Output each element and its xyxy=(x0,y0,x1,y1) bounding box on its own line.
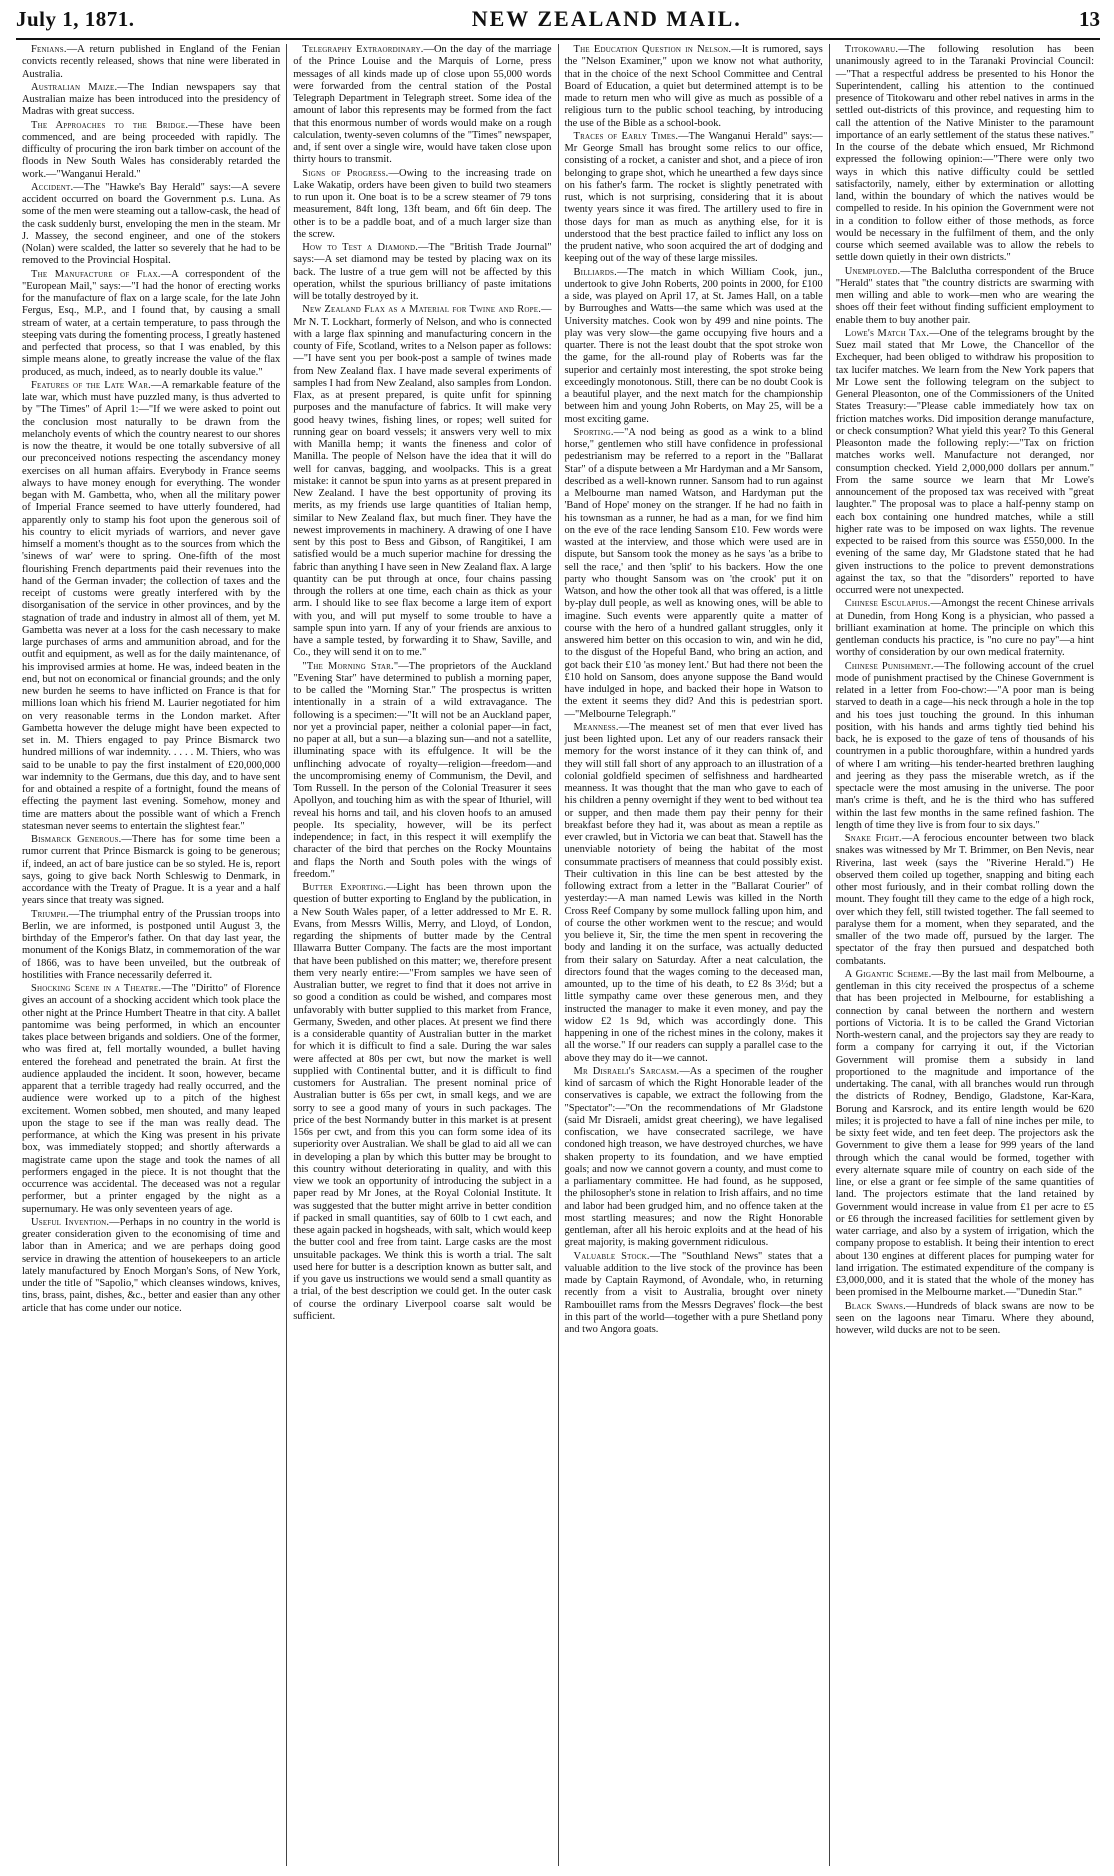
news-item-body: —By the last mail from Melbourne, a gentleman in this city received the prospectus of a scheme that has been projected in Melbourne, for establishing a connection by canal between the northern and western portions of Victoria. It is to be called the Grand Victorian North-western canal, and the projectors say they are ready to form a company for carrying it out, if the Victorian Government will promise them a subsidy in land proportioned to the magnitude and importance of the undertaking. The canal, with all branches would run through the districts of Rodney, Bendigo, Gladstone, Kar-Kara, Borung and Karsrock, and its entire length would be 620 miles; it is projected to have a fall of nine inches per mile, to be sixty feet wide, and ten feet deep. The projectors ask the Government to give them a lease for 999 years of the land through which the canal would be formed, together with every alternate square mile of country on each side of the line, or else a grant or fee simple of the same quantities of land. The projectors estimate that the land retained by Government would increase in value from £1 per acre to £5 or £6 through the increased facilities for settlement given by water carriage, and also by a system of irrigation, which the company propose to establish. It being their intention to erect about 130 engines at different places for pumping water for land irrigation. The estimated expenditure of the company is £3,000,000, and it is stated that the whole of the money has been promised in the Melbourne market.—"Dunedin Star." xyxy=(835,968,1094,1299)
news-item xyxy=(836,266,1094,327)
news-item-heading: Fenians. xyxy=(31,44,67,55)
news-item-heading: Unemployed. xyxy=(844,265,901,277)
news-item-heading: Snake Fight. xyxy=(844,833,902,844)
news-item-body: —A return published in England of the Fenian convicts recently released, shows that nine were liberated in Australia. xyxy=(22,44,281,80)
news-item-heading: Valuable Stock. xyxy=(573,1250,650,1262)
news-item-body: —The Balclutha correspondent of the Bruce "Herald" states that "the country districts are swarming with men willing and able to work—men who are wearing the shoes off their feet without finding sufficient employment to enable them to buy another pair. xyxy=(835,265,1094,326)
news-item-heading: Butter Exporting. xyxy=(302,882,387,893)
news-item xyxy=(22,909,280,983)
news-item-body: —Hundreds of black swans are now to be seen on the lagoons near Timaru. Where they abound, however, wild ducks are not to be seen. xyxy=(835,1300,1094,1336)
news-item-body: —The triumphal entry of the Prussian troops into Berlin, we are informed, is postponed until August 3, the birthday of the Emperor's father. On that day last year, the monument of the Konigs Blatz, in commemoration of the war of 1866, was to have been unveiled, but the outbreak of hostilities with France necessarily deferred it. xyxy=(22,908,281,981)
news-item xyxy=(293,168,551,242)
news-item xyxy=(22,44,280,81)
news-item-body: —A correspondent of the "European Mail," says:—"I had the honor of erecting works for the manufacture of flax on a large scale, for the late John Fergus, Esq., M.P., and I found that, by causing a small stream of water, at a certain temperature, to pass through the steeping vats during the fomenting process, I greatly hastened and perfected that process, so that I was enabled, by this simple means alone, to greatly increase the value of the flax produced, as much, indeed, as to nearly double its value." xyxy=(22,268,281,378)
news-item-heading: Mr Disraeli's Sarcasm. xyxy=(573,1065,680,1077)
news-item xyxy=(565,131,823,266)
news-item-body: —The "Hawke's Bay Herald" says:—A severe accident occurred on board the Government p.s. Luna. As some of the men were steaming out a tallow-cask, the head of the cask suddenly burst, enveloping the men in the steam. Mr J. Massey, the second engineer, and one of the stokers (Nolan) were scalded, the latter so severely that he had to be removed to the Provincial Hospital. xyxy=(22,181,281,267)
news-item-heading: Black Swans. xyxy=(844,1300,906,1312)
news-item xyxy=(836,1301,1094,1338)
news-item-heading: "The Morning Star." xyxy=(302,660,399,672)
issue-date: July 1, 1871. xyxy=(16,7,135,31)
news-item xyxy=(293,44,551,167)
news-item-heading: A Gigantic Scheme. xyxy=(844,968,932,980)
news-item xyxy=(836,44,1094,265)
column-2 xyxy=(287,44,558,1866)
newspaper-title: NEW ZEALAND MAIL. xyxy=(471,6,742,31)
news-item-body: —Perhaps in no country in the world is greater consideration given to the economising of time and labor than in America; and we are perhaps doing good service in drawing the attention of housekeepers to an article lately manufactured by Enoch Morgan's Sons, of New York, under the title of "Sapolio," which cleanses windows, knives, tins, brass, paint, dishes, &c., better and easier than any other article that has come under our notice. xyxy=(22,1216,281,1314)
news-item-heading: Triumph. xyxy=(31,908,69,920)
news-item xyxy=(293,882,551,1323)
news-item-heading: Bismarck Generous. xyxy=(31,834,122,845)
news-item-heading: Traces of Early Times. xyxy=(573,130,679,142)
news-item-heading: Billiards. xyxy=(573,266,617,278)
news-item-heading: The Approaches to the Bridge. xyxy=(31,119,189,131)
news-item xyxy=(293,304,551,659)
news-item-heading: The Education Question in Nelson. xyxy=(573,44,732,55)
news-item-heading: Accident. xyxy=(31,181,74,193)
news-item-body: —The proprietors of the Auckland "Evening Star" have determined to publish a morning paper, to be called the "Morning Star." The prospectus is written intentionally in a strain of a wild extravagance. The following is a specimen:—"It will not be an Auckland paper, nor yet a provincial paper, neither a colonial paper—in fact, no paper at all, but a sun—a blazing sun—and not a satellite, illuminating space with its effulgence. It will be the unflinching advocate of royalty—religion—freedom—and the uncompromising enemy of Communism, the Devil, and Tom Russell. In the person of the Colonial Treasurer it sees Apollyon, and touching him as with the spear of Ithuriel, will reveal his horns and tail, and his cloven hoofs to an amused people. Its speciality, however, will be its perfect independence; in fact, in this respect it will exemplify the character of the bird that perches on the Rocky Mountains and flaps the North and South poles with the wings of freedom." xyxy=(293,660,552,880)
column-3 xyxy=(559,44,830,1866)
column-1 xyxy=(16,44,287,1866)
masthead-rule xyxy=(16,38,1100,40)
news-item-body: —Amongst the recent Chinese arrivals at Dunedin, from Hong Kong is a physician, who passed a brilliant examination at home. The principle on which this gentleman conducts his practice, is "no cure no pay"—a hint worthy of consideration by our own medical fraternity. xyxy=(835,598,1094,659)
news-item xyxy=(22,120,280,181)
news-item-heading: Shocking Scene in a Theatre. xyxy=(31,983,162,994)
news-item xyxy=(836,328,1094,598)
news-item xyxy=(836,598,1094,659)
news-item-body: —The Wanganui Herald" says:—Mr George Small has brought some relics to our office, consisting of a rocket, a canister and shot, and a piece of iron belonging to grape shot, which he unearthed a few days since on his father's farm. The rocket is slightly penetrated with rust, which is not surprising, considering that it is about twenty years since it was fired. The artillery used to fire in those days for man as much as anything else, for it is understood that the best practice failed to inflict any loss on the prudent native, who soon acquired the art of dodging and keeping out of the way of these large missiles. xyxy=(564,130,823,265)
news-item-body: —The "British Trade Journal" says:—A set diamond may be tested by placing wax on its back. The lustre of a true gem will not be affected by this operation, whilst the spurious brilliancy of paste imitations will be totally destroyed by it. xyxy=(293,242,552,302)
news-item xyxy=(836,661,1094,833)
news-item-body: —Mr N. T. Lockhart, formerly of Nelson, and who is connected with a large flax spinning and manufacturing concern in the county of Fife, Scotland, writes to a Nelson paper as follows:—"I have sent you per book-post a sample of twines made from New Zealand flax. I have made several experiments of samples I had from New Zealand, also samples from London. Flax, as at present prepared, is quite unfit for spinning purposes and the manufacture of fabrics. It will make very good heavy twines, fishing lines, or ropes; well suited for running gear on board vessels; it answers very well to mix with Manilla hemp; it wants the fineness and color of Manilla. The people of Nelson have the idea that it will do well for canvas, bagging, and woolpacks. This is a great mistake: it cannot be spun into yarns as at present prepared in New Zealand. I have the best opportunity of proving its merits, as my friends use large quantities of Italian hemp, similar to New Zealand flax, but much finer. They have the newest improvements in machinery. A drawing of one I have sent by this post to Bess and Gibson, of Rangitikei, I am satisfied would be a much superior machine for dressing the fabric than anything I have seen in New Zealand flax. A large quantity can be put through at once, four chains passing through the rollers at one time, each chain as thick as your arm. I should like to see flax become a large item of export with you, and will put myself to some trouble to have a sample spun into yarn. If any of your friends are anxious to have a sample tested, by forwarding it to Shaw, Saville, and Co., they will send it on to me." xyxy=(293,304,552,659)
news-item-heading: Features of the Late War. xyxy=(31,379,151,391)
news-item-heading: Sporting. xyxy=(573,426,614,438)
column-4 xyxy=(830,44,1100,1866)
news-item xyxy=(836,969,1094,1300)
news-item xyxy=(565,722,823,1065)
news-item xyxy=(565,267,823,426)
news-item-body: —The "Diritto" of Florence gives an account of a shocking accident which took place the other night at the Prince Humbert Theatre in that city. A ballet pantomime was being performed, in which an encounter takes place between brigands and soldiers. One of the former, who was fired at, fell mortally wounded, a bullet having entered the forehead and penetrated the brain. At first the audience applauded the incident. It soon, however, became apparent that a terrible tragedy had really occurred, and the audience were worked up to a pitch of the highest excitement. Women sobbed, men shouted, and many leaped upon the stage to see if the man was really dead. The performance, at which the King was present in his private box, was immediately stopped; and shortly afterwards a magistrate came upon the stage and took the names of all performers engaged in the piece. It is not thought that the occurrence was accidental. The deceased was not a regular performer, but a printer engaged by the night as a supernumary. He was only seventeen years of age. xyxy=(22,983,281,1215)
news-item xyxy=(836,833,1094,968)
news-item-heading: How to Test a Diamond. xyxy=(302,242,419,253)
news-item-body: —A ferocious encounter between two black snakes was witnessed by Mr T. Brimmer, on Ben Nevis, near Riverina, last week (says the "Riverine Herald.") He observed them coiled up together, snapping and biting each other most furiously, and in their combat rolling down the mount. They fought till they came to the edge of a high rock, over which they fell, still twisted together. The fall seemed to paralyse them for a moment, when they separated, and the smaller of the two made off, pursued by the larger. The spectator of the fray then pursued and despatched both combatants. xyxy=(835,833,1094,967)
news-item-body: —On the day of the marriage of the Prince Louise and the Marquis of Lorne, press messages of all kinds made up of close upon 55,000 words were forwarded from the central station of the Postal Telegraph Department in Telegraph street. Some idea of the amount of labor this represents may be formed from the fact that this enormous number of words would make on a rough calculation, twenty-seven columns of the "Times" newspaper, and, if sent over a single wire, would have taken close upon thirty hours to transmit. xyxy=(293,44,552,166)
news-item-heading: Useful Invention. xyxy=(31,1216,110,1228)
news-item-heading: Titokowaru. xyxy=(844,44,899,55)
news-item xyxy=(22,983,280,1216)
news-item-body: —The meanest set of men that ever lived has just been lighted upon. Let any of our readers ransack their memory for the worst instance of it they can think of, and they will still fall short of any approach to an illustration of a colonial goldfield specimen of selfishness and hardhearted meanness. It was thought that the man who gave to each of his children a penny overnight if they went to bed without tea or supper, and then made them pay their penny for their breakfast before they had it, was about as mean a reptile as ever crawled, but in Victoria we can beat that. Stawell has the unenviable notoriety of being the habitat of the most consummate practisers of meanness that could possibly exist. Their cultivation in this line can be best attested by the following extract from a letter in the "Ballarat Courier" of yesterday:—A man named Lewis was killed in the North Cross Reef Company by some mullock falling upon him, and of course the other workmen went to the rescue; and would you believe it, Sir, the time the men spent in recovering the body and landing it on the surface, was actually deducted from their salary on Saturday. After a neat calculation, the directors found that the wages coming to the deceased man, amounted, up to the time of his death, to £2 8s 3½d; but a little sympathy came over these generous men, and they instructed the manager to make it even money, and pay the widow £2 1s 9d, which was accordingly done. This happening in one of the richest mines in the colony, makes it all the worse." If our readers can supply a parallel case to the above they may do it—we cannot. xyxy=(564,721,823,1064)
news-item-heading: Signs of Progress. xyxy=(302,167,389,179)
news-item-heading: The Manufacture of Flax. xyxy=(31,268,161,280)
news-item xyxy=(22,834,280,908)
news-item-body: —The "Southland News" states that a valuable addition to the live stock of the province has been made by Captain Raymond, of Avondale, who, in returning recently from a visit to Australia, brought over ninety Rambouillet rams from the Messrs Degraves' flock—the best in this part of the world—together with a pure Shetland pony and two Angora goats. xyxy=(564,1250,823,1335)
news-item-heading: Meanness. xyxy=(573,721,619,733)
news-item-body: —Light has been thrown upon the question of butter exporting to England by the publication, in a New South Wales paper, of a letter addressed to Mr E. R. Evans, from Messrs Willis, Merry, and Lloyd, of London, regarding the shipments of butter made by the Central Illawarra Butter Company. The facts are the most important that have been published on this matter; we, therefore present them very nearly entire:—"From samples we have seen of Australian butter, we regret to find that it does not arrive in so good a condition as could be wished, and compares most unfavorably with butter supplied to this market from France, Germany, Sweden, and other places. At present we find there is a considerable quantity of Australian butter in the market for which it is difficult to find a sale. During the war sales were affected at 80s per cwt, but now the market is well supplied with Continental butter, and it is difficult to find customers for Australian. The present nominal price of Australian butter is 65s per cwt, in small kegs, and we are sorry to see a good many of yours in such packages. The price of the best Normandy butter in this market is at present 156s per cwt, and from this you can form some idea of its superiority over Australian. We shall be glad to aid all we can in developing a plan by which this butter may be brought to this country without deteriorating in quality, and with this view we took an opportunity of introducing the subject in a paper read by Mr Jones, at the Royal Colonial Institute. It was suggested that the butter might arrive in better condition if packed in small quantities, say of 60lb to 1 cwt each, and these again packed in hogsheads, with salt, which would keep the butter cool and free from taint. Large casks are the most unsuitable packages. We think this is worth a trial. The salt used here for butter is a description known as butter salt, and if you gave us instructions we would send a small quantity as a trial, of the best description we could get. In the outer cask of course the ordinary Liverpool coarse salt would be sufficient. xyxy=(293,882,552,1322)
news-item-heading: Chinese Esculapius. xyxy=(844,598,931,610)
news-item xyxy=(565,1066,823,1250)
news-item xyxy=(22,269,280,379)
page-number: 13 xyxy=(1078,7,1100,31)
news-item-body: —The match in which William Cook, jun., undertook to give John Roberts, 200 points in 2000, for £100 a side, was played on April 17, at St. James Hall, on a table by Burroughes and Watts—the same which was used at the University matches. Cook won by 499 and nine points. The play was very slow—the game occupying five hours and a quarter. There is not the least doubt that the spot stroke won the game, for the all-round play of Roberts was far the superior and certainly most interesting, the spot stroke being exceedingly monotonous. Still, there can be no doubt Cook is a beautiful player, and the next match for the championship between him and young John Roberts, on May 25, will be a most exciting game. xyxy=(564,266,823,425)
news-item xyxy=(565,44,823,130)
news-item-heading: Lowe's Match Tax. xyxy=(844,327,930,339)
news-item xyxy=(22,380,280,833)
news-item-body: —There has for some time been a rumor current that Prince Bismarck is going to be generous; if, indeed, an act of bare justice can be so styled. He is, report says, going to give back North Schleswig to Denmark, in accordance with the Treaty of Prague. It is a year and a half years since that treaty was signed. xyxy=(22,834,281,907)
masthead xyxy=(16,6,1100,36)
article-columns xyxy=(16,44,1100,1866)
news-item-body: —It is rumored, says the "Nelson Examiner," upon we know not what authority, that in the choice of the next School Committee and Central Board of Education, a quiet but determined attempt is to be made to return men who will give as much as possible of a religious turn to the public school teaching, by introducing the use of the Bible as a school-book. xyxy=(564,44,823,129)
news-item-body: —These have been commenced, and are being proceeded with rapidly. The difficulty of procuring the iron bark timber on account of the floods in New South Wales has considerably retarded the work.—"Wanganui Herald." xyxy=(22,119,281,180)
news-item xyxy=(22,182,280,268)
news-item-body: —The following resolution has been unanimously agreed to in the Taranaki Provincial Council:—"That a respectful address be presented to his Honor the Superintendent, calling his attention to the continued presence of Titokowaru and other rebel natives in arms in the settled out-districts of this province, and requesting him to call the attention of the Native Minister to the paramount importance of an early settlement of the status these natives." In the course of the debate which ensued, Mr Richmond expressed the following opinion:—"There were only two ways in which this native difficulty could be settled satisfactorily, namely, either by extermination or allotting land, within the boundary of which the natives would be compelled to reside. In his opinion the Government were not in a condition to follow either of those methods, as force would be necessary in the fulfilment of them, and the only course which seemed available was to allow the rebels to settle down quietly in their own districts." xyxy=(835,44,1094,264)
news-item-body: —The Indian newspapers say that Australian maize has been introduced into the presidency of Madras with great success. xyxy=(22,81,281,118)
news-item-heading: Australian Maize. xyxy=(31,81,118,93)
news-item-body: —The following account of the cruel mode of punishment practised by the Chinese Government is related in a letter from Foo-chow:—"A poor man is being starved to death in a cage—his neck through a hole in the top and his toes just touching the ground. In this inhuman position, with his hands and arms tightly tied behind his back, he is exposed to the gaze of tens of thousands of his countrymen in a public thoroughfare, within a hundred yards of where I am writing—his tender-hearted brethren laughing and jeering as they pass the miserable wretch, as if the spectacle were the most amusing in the universe. The poor man's crime is theft, and he is the third who has suffered within the last few months in the same refined fashion. The length of time they live is from four to six days." xyxy=(835,660,1094,831)
news-item-body: —As a specimen of the rougher kind of sarcasm of which the Right Honorable leader of the conservatives is capable, we extract the following from the "Spectator":—"On the recommendations of Mr Gladstone (said Mr Disraeli, amidst great cheering), we have legalised confiscation, we have consecrated sacrilege, we have condoned high treason, we have destroyed churches, we have shaken property to its foundation, and we have emptied goals; and now we cannot govern a county, and must come to a parliamentary committee. He had found, as he supposed, the philosopher's stone in relation to Irish affairs, and no time and labor had been grudged him, and no offence taken at the most startling measures; and now the Right Honorable gentleman, after all his heroic exploits and at the head of his great majority, is making government ridiculous. xyxy=(564,1065,823,1249)
news-item-body: —A remarkable feature of the late war, which must have puzzled many, is thus adverted to by "The Times" of April 1:—"If we were asked to point out the conclusion most naturally to be drawn from the melancholy events of which the country nearest to our shores is now the theatre, it would be one totally subversive of all our preconceived notions respecting the ascendancy money exercises on all human affairs. Everybody in France seems always to have money enough for everything. The wonder began with M. Gambetta, who, when all the military power of Imperial France seemed to have utterly foundered, had apparently only to stamp his foot upon the generous soil of his country to elicit myriads of warriors, and never gave himself a moment's thought as to the sources from which the 'sinews of war' were to spring. One-fifth of the most flourishing French departments paid their revenues into the hand of the German invader; the collection of taxes and the receipt of customs were greatly interfered with by the disorganisation of the service in other provinces, and by the stagnation of trade and industry in almost all of them, yet M. Gambetta was never at a loss for the cash necessary to make large purchases of arms and ammunition abroad, and for the outfit and equipment, as well as for the daily maintenance, of his improvised armies at home. He was, indeed beaten in the end, but not on economical or financial grounds; and the only new burden he seems to have inflicted on France is that for millions loan which his friend M. Laurier negotiated for him on very reasonable terms in the London market. After Gambetta however the deluge might have been expected to set in. M. Thiers engaged to pay Prince Bismarck two hundred millions of war indemnity. . . . . M. Thiers, who was said to be unable to pay the first instalment of £20,000,000 war indemnity to the Germans, due this day, and to have sent for and obtained a respite of a fortnight, found the means of effecting the payment last evening. Somehow, money and time are matters about the possible want of which a French statesman never seems to entertain the slightest fear." xyxy=(22,379,281,832)
news-item-heading: Chinese Punishment. xyxy=(844,660,934,672)
news-item-heading: Telegraphy Extraordinary. xyxy=(302,44,424,55)
news-item xyxy=(293,661,551,882)
news-item xyxy=(565,427,823,721)
news-item-body: —"A nod being as good as a wink to a blind horse," gentlemen who still have confidence in professional pedestrianism may be referred to a report in the "Ballarat Star" of a dispute between a Mr Hardyman and a Mr Sansom, described as a well-known runner. Sansom had to run against a Melbourne man named Watson, and Hardyman put the 'Band of Hope' money on the stranger. If he had no faith in his townsman as a runner, he had as a man, for we find him on the eve of the race lending Sansom £10. Few words were wasted at the interview, and those which were used are in dispute, but Sansom took the money as he says 'as a bribe to sell the race,' and then 'split' to his backers. How the one party who thought Sansom was on 'the crook' put it on Watson, and how the other took all that was offered, is a little by-play dull people, as well as knowing ones, will be able to imagine. Such events were apparently quite a matter of course with the hero of a hundred gallant struggles, only it answered him better on this occasion to win, and win he did, to the disgust of the Hopeful Band, who bring an action, and got back their £10 'as money lent.' But had there not been the £10 hold on Sansom, does anyone suppose the Band would have indulged in hope, and backed their hope in Watson to the extent it seems they did? And this is pedestrian sport.—"Melbourne Telegraph." xyxy=(564,426,823,720)
news-item xyxy=(565,1251,823,1337)
news-item-body: —Owing to the increasing trade on Lake Wakatip, orders have been given to build two steamers to run upon it. One boat is to be a screw steamer of 79 tons measurement, 84ft long, 13ft beam, and 6ft 6in deep. The other is to be a paddle boat, and of a much larger size than the screw. xyxy=(293,167,552,240)
news-item xyxy=(293,242,551,303)
news-item xyxy=(22,1217,280,1315)
news-item-body: —One of the telegrams brought by the Suez mail stated that Mr Lowe, the Chancellor of the Exchequer, had been obliged to withdraw his proposition to tax lucifer matches. We learn from the New York papers that Mr Lowe sent the following telegram on the subject to General Pleasonton, one of the Commissioners of the United States Treasury:—"Please cable immediately how tax on friction matches works. Did imposition derange manufacture, or check consumption? What yield this year? To this General Pleasonton made the following reply:—"Tax on friction matches works well. Manufacture not deranged, nor consumption checked. Yield 2,000,000 dollars per annum." From the same source we learn that Mr Lowe's announcement of the proposed tax was received with "great laughter." The proposal was to place a half-penny stamp on each box containing one hundred matches, while a still higher rate was to be imposed on wax lights. The revenue expected to be raised from this source was £550,000. In the evening of the same day, Mr Gladstone stated that he had given instructions to the police to prevent demonstrations against the tax, so that the "disorders" reported to have occurred were not unexpected. xyxy=(835,327,1094,596)
news-item xyxy=(22,82,280,119)
news-item-heading: New Zealand Flax as a Material for Twine and Rope. xyxy=(302,304,542,316)
